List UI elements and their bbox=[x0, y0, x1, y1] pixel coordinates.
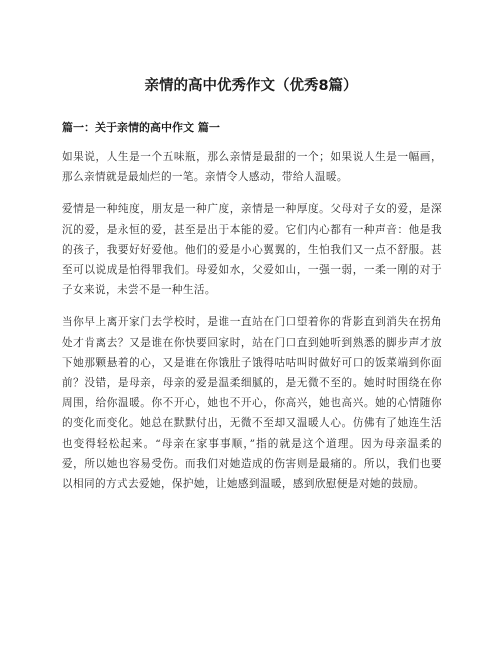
essay-body bbox=[62, 147, 442, 506]
paragraph-3: 当你早上离开家门去学校时，是谁一直站在门口望着你的背影直到消失在拐角处才肯离去？又是谁在你快要回家时，站在门口直到她听到熟悉的脚步声才放下她那颗悬着的心，又是谁在你饿肚子饿得咕咕叫时做好可口的饭菜端到你面前？没错，是母亲，母亲的爱是温柔细腻的，是无微不至的。她时时围绕在你周围，给你温暖。你不开心，她也不开心，你高兴，她也高兴。她的心情随你的变化而变化。她总在默默付出，无微不至却又温暖人心。仿佛有了她连生活也变得轻松起来。“母亲在家事事顺，”指的就是这个道理。因为母亲温柔的爱，所以她也容易受伤。而我们对她造成的伤害则是最痛的。所以，我们也要以相同的方式去爱她，保护她，让她感到温暖，感到欣慰便是对她的鼓励。 bbox=[62, 316, 442, 491]
paragraph-2: 爱情是一种纯度，朋友是一种广度，亲情是一种厚度。父母对子女的爱，是深沉的爱，是永恒的爱，甚至是出于本能的爱。它们内心都有一种声音：他是我的孩子，我要好好爱他。他们的爱是小心翼翼的，生怕我们又一点不舒服。甚至可以说成是怕得罪我们。母爱如水，父爱如山，一强一弱，一柔一刚的对于子女来说，未尝不是一种生活。 bbox=[62, 203, 442, 297]
section-heading: 篇一：关于亲情的高中作文 篇一 bbox=[62, 121, 220, 134]
document-title: 亲情的高中优秀作文（优秀8篇） bbox=[144, 78, 358, 94]
paragraph-1: 如果说，人生是一个五味瓶，那么亲情是最甜的一个；如果说人生是一幅画，那么亲情就是最灿烂的一笔。亲情令人感动，带给人温暖。 bbox=[62, 151, 442, 184]
